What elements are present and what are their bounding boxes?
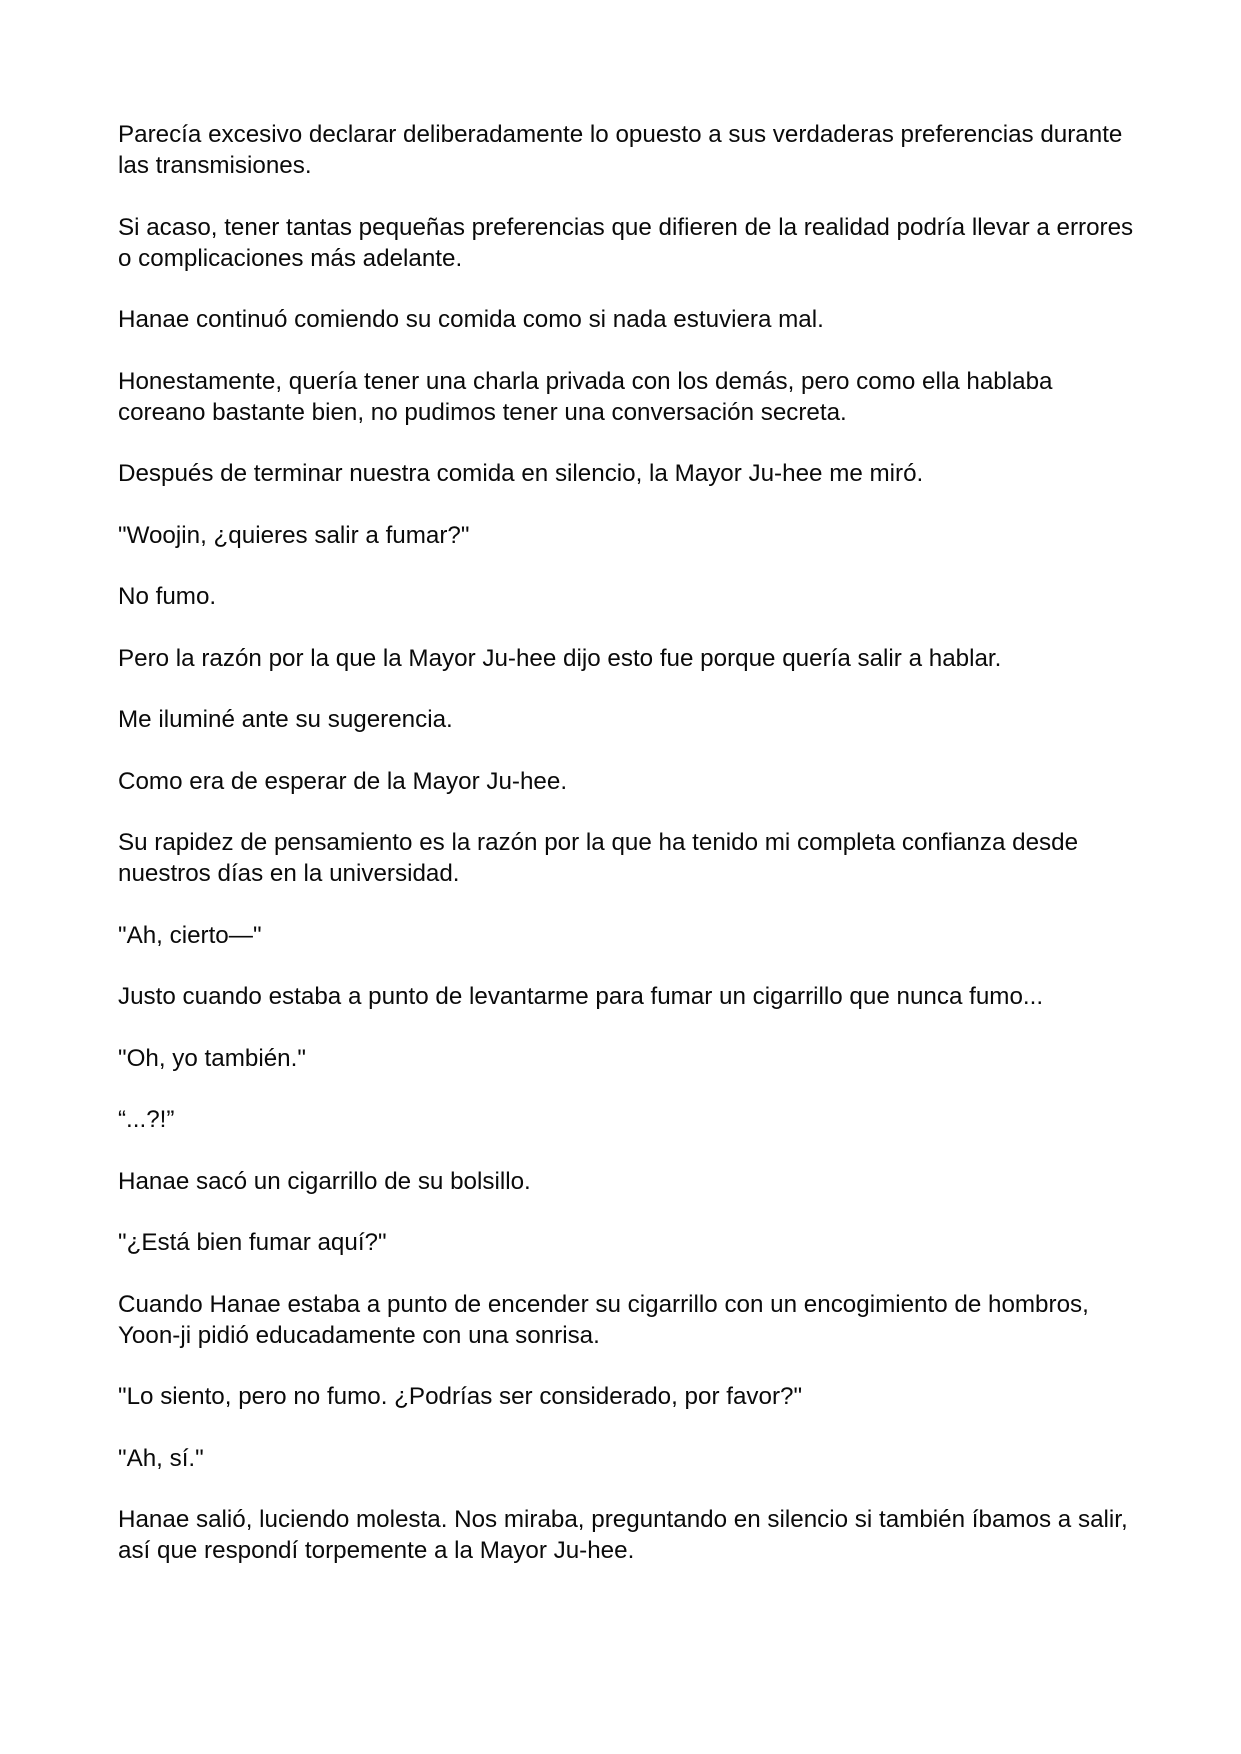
paragraph: Pero la razón por la que la Mayor Ju-hee dijo esto fue porque quería salir a hablar.: [118, 644, 1002, 672]
paragraph: Hanae salió, luciendo molesta. Nos miraba, preguntando en silencio si también íbamos a salir, así que respondí torpemente a la Mayor Ju-hee.: [118, 1506, 1128, 1564]
paragraph: "¿Está bien fumar aquí?": [118, 1229, 387, 1256]
paragraph: Si acaso, tener tantas pequeñas preferencias que difieren de la realidad podría llevar a errores o complicaciones más adelante.: [118, 213, 1134, 272]
paragraph: Honestamente, quería tener una charla privada con los demás, pero como ella hablaba coreano bastante bien, no pudimos tener una conversación secreta.: [118, 367, 1053, 426]
paragraph: "Ah, sí.": [118, 1444, 204, 1472]
paragraph: Después de terminar nuestra comida en silencio, la Mayor Ju-hee me miró.: [118, 460, 924, 487]
paragraph: Parecía excesivo declarar deliberadamente lo opuesto a sus verdaderas preferencias durante las transmisiones.: [118, 121, 1123, 179]
paragraph: "Lo siento, pero no fumo. ¿Podrías ser considerado, por favor?": [118, 1383, 803, 1410]
paragraph: Cuando Hanae estaba a punto de encender su cigarrillo con un encogimiento de hombros, Yoon-ji pidió educadamente con una sonrisa.: [118, 1290, 1089, 1349]
paragraph: "Woojin, ¿quieres salir a fumar?": [118, 521, 470, 549]
paragraph: Justo cuando estaba a punto de levantarme para fumar un cigarrillo que nunca fumo...: [118, 983, 1044, 1010]
paragraph: No fumo.: [118, 583, 217, 610]
paragraph: Me iluminé ante su sugerencia.: [118, 706, 453, 733]
paragraph: Como era de esperar de la Mayor Ju-hee.: [118, 767, 568, 795]
paragraph: “...?!”: [118, 1106, 175, 1133]
paragraph: "Oh, yo también.": [118, 1044, 306, 1072]
paragraph: Hanae sacó un cigarrillo de su bolsillo.: [118, 1167, 531, 1195]
paragraph: "Ah, cierto—": [118, 921, 262, 949]
paragraph: Su rapidez de pensamiento es la razón por la que ha tenido mi completa confianza desde nuestros días en la universidad.: [118, 829, 1079, 887]
paragraph: Hanae continuó comiendo su comida como si nada estuviera mal.: [118, 306, 824, 333]
